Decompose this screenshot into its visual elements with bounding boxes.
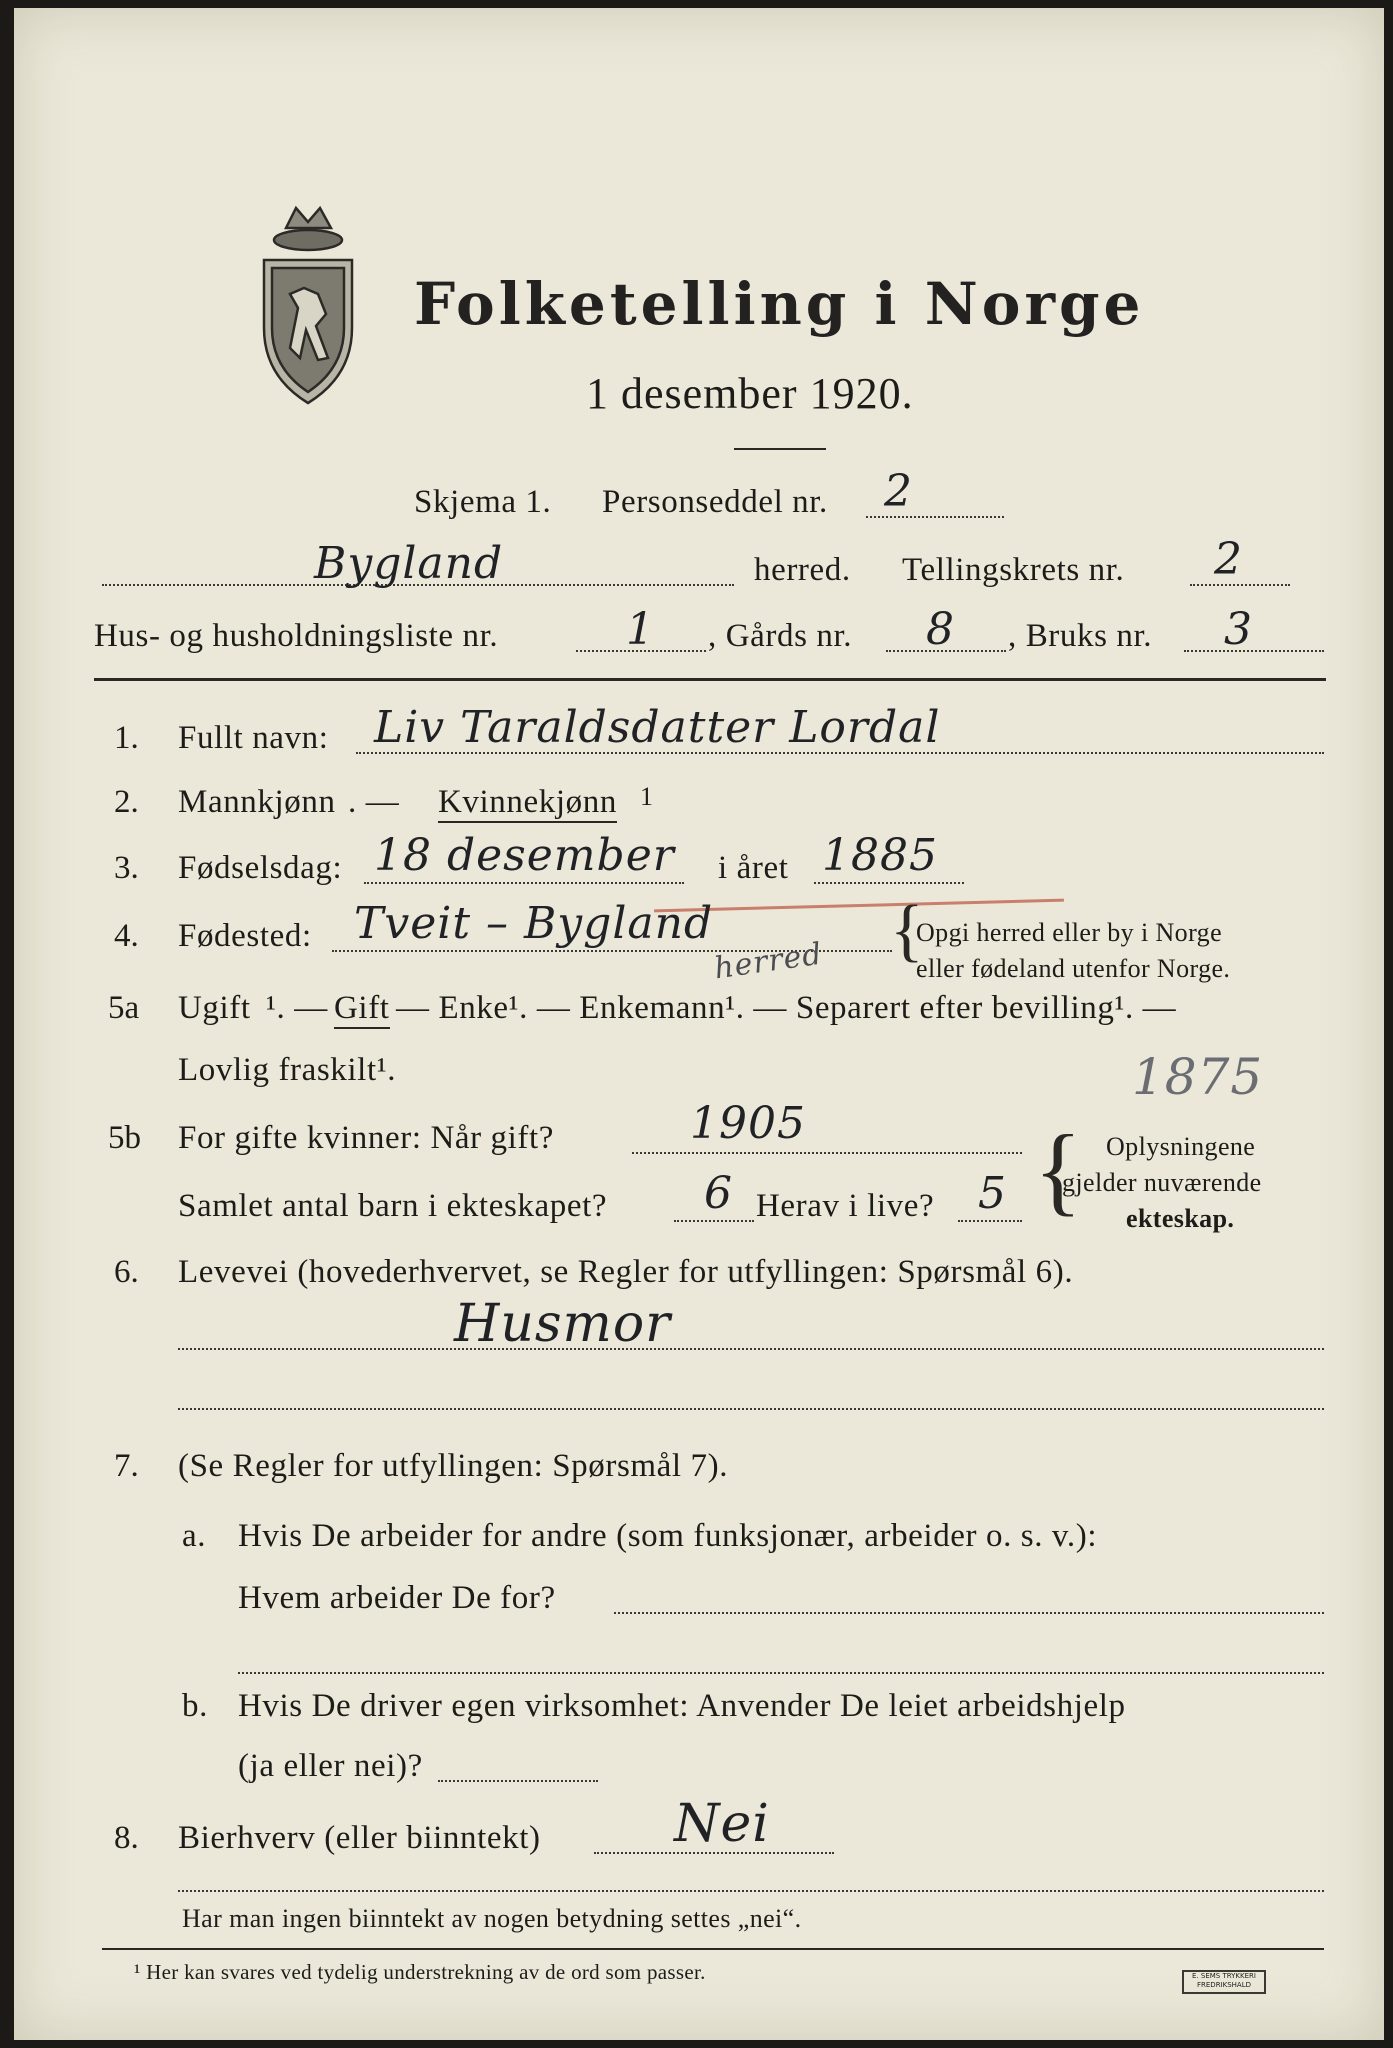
q5b-number: 5b — [108, 1120, 141, 1156]
q3-label: Fødselsdag: — [178, 850, 343, 886]
q7-number: 7. — [114, 1448, 139, 1484]
q4-note-brace: { — [890, 892, 924, 969]
census-date: 1 desember 1920. — [586, 369, 914, 418]
q5b-alive-line — [958, 1220, 1022, 1222]
q5b-children-label: Samlet antal barn i ekteskapet? — [178, 1188, 608, 1224]
bruks-value[interactable]: 3 — [1224, 604, 1253, 655]
q1-number: 1. — [114, 720, 139, 756]
q8-label: Bierhverv (eller biinntekt) — [178, 1820, 541, 1856]
q2-female-underlined[interactable]: Kvinnekjønn — [438, 784, 617, 823]
q5b-children-line — [674, 1220, 754, 1222]
q7a-line2: Hvem arbeider De for? — [238, 1580, 556, 1616]
q7b-line2: (ja eller nei)? — [238, 1748, 423, 1784]
q5a-lovlig-fraskilt[interactable]: Lovlig fraskilt¹. — [178, 1052, 397, 1088]
skjema-label: Skjema 1. — [414, 484, 552, 520]
q7-label: (Se Regler for utfyllingen: Spørsmål 7). — [178, 1448, 729, 1484]
census-form-page — [14, 8, 1384, 2040]
q5b-value[interactable]: 1905 — [690, 1098, 806, 1149]
gards-value[interactable]: 8 — [926, 604, 955, 655]
q5b-label: For gifte kvinner: Når gift? — [178, 1120, 555, 1156]
q6-value[interactable]: Husmor — [454, 1294, 671, 1354]
q1-value[interactable]: Liv Taraldsdatter Lordal — [374, 702, 941, 753]
husliste-label: Hus- og husholdningsliste nr. — [94, 618, 499, 654]
q3-year-value[interactable]: 1885 — [822, 830, 938, 881]
q8-value[interactable]: Nei — [674, 1794, 770, 1854]
q6-line-1 — [178, 1348, 1324, 1350]
q5b-children-value[interactable]: 6 — [704, 1168, 733, 1219]
q5b-alive-value[interactable]: 5 — [978, 1168, 1007, 1219]
q2-footnote-mark: 1 — [640, 782, 654, 811]
personseddel-value[interactable]: 2 — [884, 466, 913, 517]
q4-extra-handwriting[interactable]: herred — [712, 936, 825, 987]
q4-note-line2: eller fødeland utenfor Norge. — [916, 954, 1231, 983]
personseddel-label: Personseddel nr. — [602, 484, 828, 520]
q5a-ugift[interactable]: Ugift — [178, 990, 251, 1026]
q4-note-line1: Opgi herred eller by i Norge — [916, 918, 1223, 947]
q4-number: 4. — [114, 918, 139, 954]
herred-label: herred. — [754, 552, 851, 588]
bruks-line — [1184, 650, 1324, 652]
herred-value[interactable]: Bygland — [314, 538, 504, 589]
q5b-note-brace: { — [1034, 1114, 1082, 1225]
q7a-letter: a. — [182, 1518, 207, 1554]
bruks-label: , Bruks nr. — [1008, 618, 1153, 654]
q5b-line — [632, 1152, 1022, 1154]
q7b-answer-line — [438, 1780, 598, 1782]
q1-label: Fullt navn: — [178, 720, 329, 756]
q6-label: Levevei (hovederhvervet, se Regler for utfyllingen: Spørsmål 6). — [178, 1254, 1074, 1290]
footnote: ¹ Her kan svares ved tydelig understrekning av de ord som passer. — [134, 1960, 706, 1984]
q3-year-label: i året — [718, 850, 789, 886]
q5b-note-line3: ekteskap. — [1126, 1204, 1235, 1233]
q4-label: Fødested: — [178, 918, 312, 954]
q6-line-2 — [178, 1408, 1324, 1410]
q3-value[interactable]: 18 desember — [374, 830, 675, 881]
q8-number: 8. — [114, 1820, 139, 1856]
printer-stamp: E. SEMS TRYKKERI FREDRIKSHALD — [1182, 1970, 1266, 1994]
coat-of-arms-icon — [246, 198, 371, 408]
q7b-letter: b. — [182, 1688, 208, 1724]
tellingskrets-label: Tellingskrets nr. — [902, 552, 1125, 588]
form-title: Folketelling i Norge — [414, 270, 1145, 338]
q5b-margin-note: 1875 — [1132, 1048, 1264, 1106]
q5a-dash: ¹. — — [266, 990, 328, 1026]
q4-value[interactable]: Tveit – Bygland — [354, 898, 714, 949]
q3-year-line — [814, 882, 964, 884]
gards-label: , Gårds nr. — [708, 618, 853, 654]
q5b-alive-label: Herav i live? — [756, 1188, 935, 1224]
q7a-answer-line-1 — [614, 1612, 1324, 1614]
q7b-line1: Hvis De driver egen virksomhet: Anvender De leiet arbeidshjelp — [238, 1688, 1126, 1724]
q8-line-2 — [178, 1890, 1324, 1892]
q2-male[interactable]: Mannkjønn — [178, 784, 336, 820]
q5a-number: 5a — [108, 990, 140, 1026]
header-rule — [94, 678, 1326, 681]
tellingskrets-value[interactable]: 2 — [1214, 534, 1243, 585]
q7a-answer-line-2 — [238, 1672, 1324, 1674]
q5a-remaining-options[interactable]: — Enke¹. — Enkemann¹. — Separert efter bevilling¹. — — [396, 990, 1177, 1026]
q8-note: Har man ingen biinntekt av nogen betydning settes „nei“. — [182, 1904, 802, 1933]
q3-number: 3. — [114, 850, 139, 886]
q5b-note-line1: Oplysningene — [1106, 1132, 1256, 1161]
red-pencil-stroke — [654, 899, 1064, 913]
q2-number: 2. — [114, 784, 139, 820]
q7a-line1: Hvis De arbeider for andre (som funksjonær, arbeider o. s. v.): — [238, 1518, 1098, 1554]
q5b-note-line2: gjelder nuværende — [1062, 1168, 1262, 1197]
q3-line — [364, 882, 684, 884]
q5a-gift-underlined[interactable]: Gift — [334, 990, 390, 1029]
title-divider — [734, 448, 826, 450]
footer-rule — [102, 1948, 1324, 1950]
husliste-value[interactable]: 1 — [626, 604, 655, 655]
q2-separator: . — — [348, 784, 400, 820]
q6-number: 6. — [114, 1254, 139, 1290]
